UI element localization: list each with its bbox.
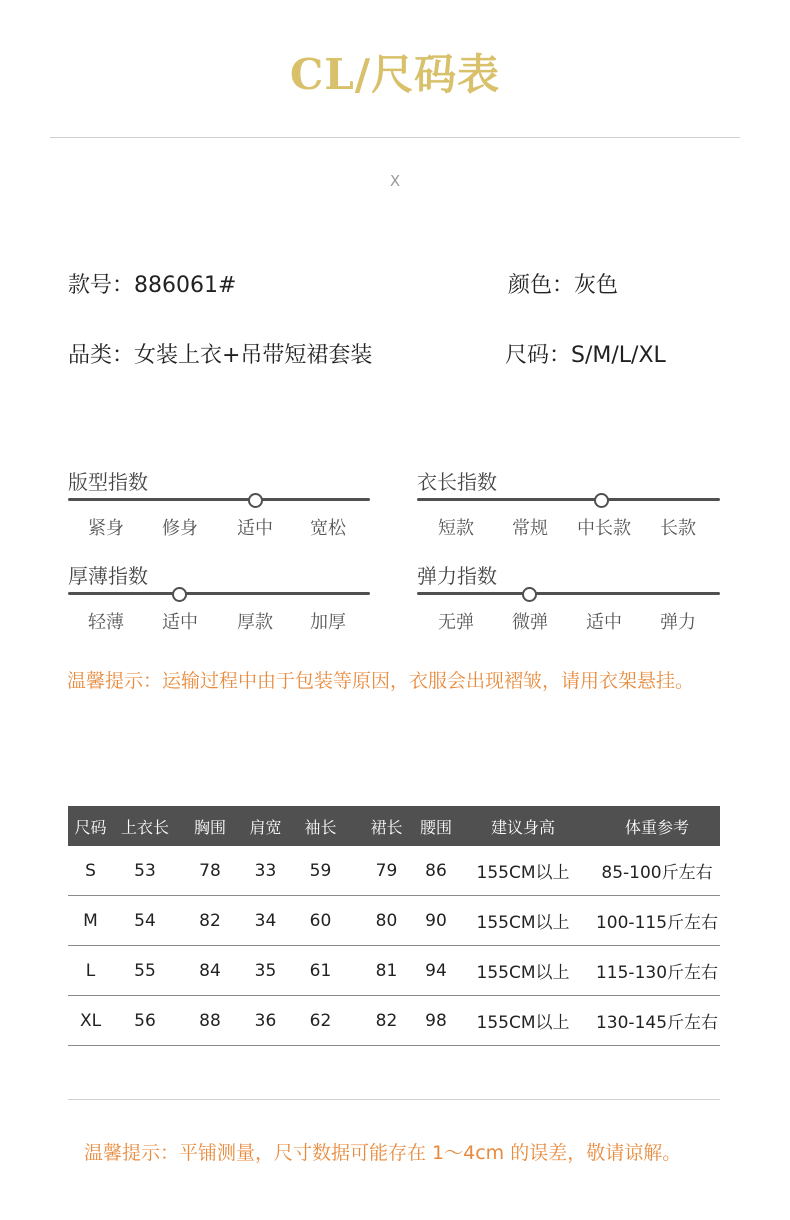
table-cell: XL [68, 996, 113, 1046]
table-cell: 155CM以上 [452, 996, 594, 1046]
table-row [68, 896, 720, 946]
thickness-option: 加厚 [310, 612, 346, 633]
table-cell: 55 [113, 946, 177, 996]
table-cell: 34 [243, 896, 288, 946]
length-index-marker [594, 493, 609, 508]
fit-index-marker [248, 493, 263, 508]
category-info: 品类：女装上衣+吊带短裙套装 [68, 343, 373, 368]
table-cell: 61 [288, 946, 353, 996]
table-row [68, 946, 720, 996]
elasticity-option: 弹力 [660, 612, 696, 633]
table-cell: 115-130斤左右 [594, 946, 720, 996]
table-cell: 155CM以上 [452, 896, 594, 946]
length-option: 长款 [660, 518, 696, 539]
table-cell: 85-100斤左右 [594, 846, 720, 896]
table-cell: 36 [243, 996, 288, 1046]
length-index-label: 衣长指数 [417, 470, 497, 494]
header-cell: 尺码 [68, 806, 113, 846]
elasticity-index-label: 弹力指数 [417, 564, 497, 588]
table-cell: 88 [177, 996, 243, 1046]
length-option: 中长款 [577, 518, 631, 539]
table-cell: 94 [420, 946, 452, 996]
elasticity-option: 微弹 [512, 612, 548, 633]
table-cell: 79 [353, 846, 420, 896]
elasticity-index-track [417, 592, 720, 595]
table-cell: 56 [113, 996, 177, 1046]
length-option: 常规 [512, 518, 548, 539]
header-cell: 裙长 [353, 806, 420, 846]
thickness-index-label: 厚薄指数 [68, 564, 148, 588]
table-cell: 62 [288, 996, 353, 1046]
table-cell: 86 [420, 846, 452, 896]
table-cell: 82 [177, 896, 243, 946]
table-cell: 82 [353, 996, 420, 1046]
table-cell: S [68, 846, 113, 896]
bottom-divider [68, 1099, 720, 1100]
length-index-track [417, 498, 720, 501]
page-title: CL/尺码表 [289, 50, 501, 99]
thickness-index-track [68, 592, 370, 595]
table-cell: 59 [288, 846, 353, 896]
header-cell: 体重参考 [594, 806, 720, 846]
table-row [68, 996, 720, 1046]
elasticity-option: 适中 [586, 612, 622, 633]
fit-option: 修身 [162, 518, 198, 539]
size-range-info: 尺码：S/M/L/XL [505, 343, 666, 368]
header-cell: 上衣长 [113, 806, 177, 846]
table-cell: M [68, 896, 113, 946]
size-table-header [68, 806, 720, 846]
table-row [68, 846, 720, 896]
title-divider [50, 137, 740, 138]
table-cell: 100-115斤左右 [594, 896, 720, 946]
table-cell: 155CM以上 [452, 946, 594, 996]
thickness-option: 适中 [162, 612, 198, 633]
header-cell: 袖长 [288, 806, 353, 846]
header-cell: 建议身高 [452, 806, 594, 846]
table-cell: 35 [243, 946, 288, 996]
table-cell: 90 [420, 896, 452, 946]
table-cell: 54 [113, 896, 177, 946]
table-cell: L [68, 946, 113, 996]
table-cell: 80 [353, 896, 420, 946]
header-cell: 腰围 [420, 806, 452, 846]
shipping-notice: 温馨提示：运输过程中由于包装等原因，衣服会出现褶皱，请用衣架悬挂。 [67, 670, 695, 692]
thickness-option: 厚款 [237, 612, 273, 633]
table-cell: 33 [243, 846, 288, 896]
thickness-option: 轻薄 [88, 612, 124, 633]
color-info: 颜色：灰色 [508, 273, 619, 298]
style-number: 款号：886061# [68, 273, 237, 298]
fit-option: 紧身 [88, 518, 124, 539]
table-cell: 53 [113, 846, 177, 896]
table-cell: 81 [353, 946, 420, 996]
fit-option: 宽松 [310, 518, 346, 539]
thickness-index-marker [172, 587, 187, 602]
size-table [68, 806, 720, 1046]
table-cell: 60 [288, 896, 353, 946]
table-cell: 98 [420, 996, 452, 1046]
close-icon[interactable]: X [389, 172, 401, 190]
measurement-notice: 温馨提示：平铺测量，尺寸数据可能存在 1～4cm 的误差，敬请谅解。 [84, 1142, 682, 1164]
table-cell: 78 [177, 846, 243, 896]
header-cell: 胸围 [177, 806, 243, 846]
table-cell: 130-145斤左右 [594, 996, 720, 1046]
fit-index-label: 版型指数 [68, 470, 148, 494]
table-cell: 155CM以上 [452, 846, 594, 896]
header-cell: 肩宽 [243, 806, 288, 846]
elasticity-index-marker [522, 587, 537, 602]
elasticity-option: 无弹 [438, 612, 474, 633]
fit-option: 适中 [237, 518, 273, 539]
table-cell: 84 [177, 946, 243, 996]
fit-index-track [68, 498, 370, 501]
length-option: 短款 [438, 518, 474, 539]
